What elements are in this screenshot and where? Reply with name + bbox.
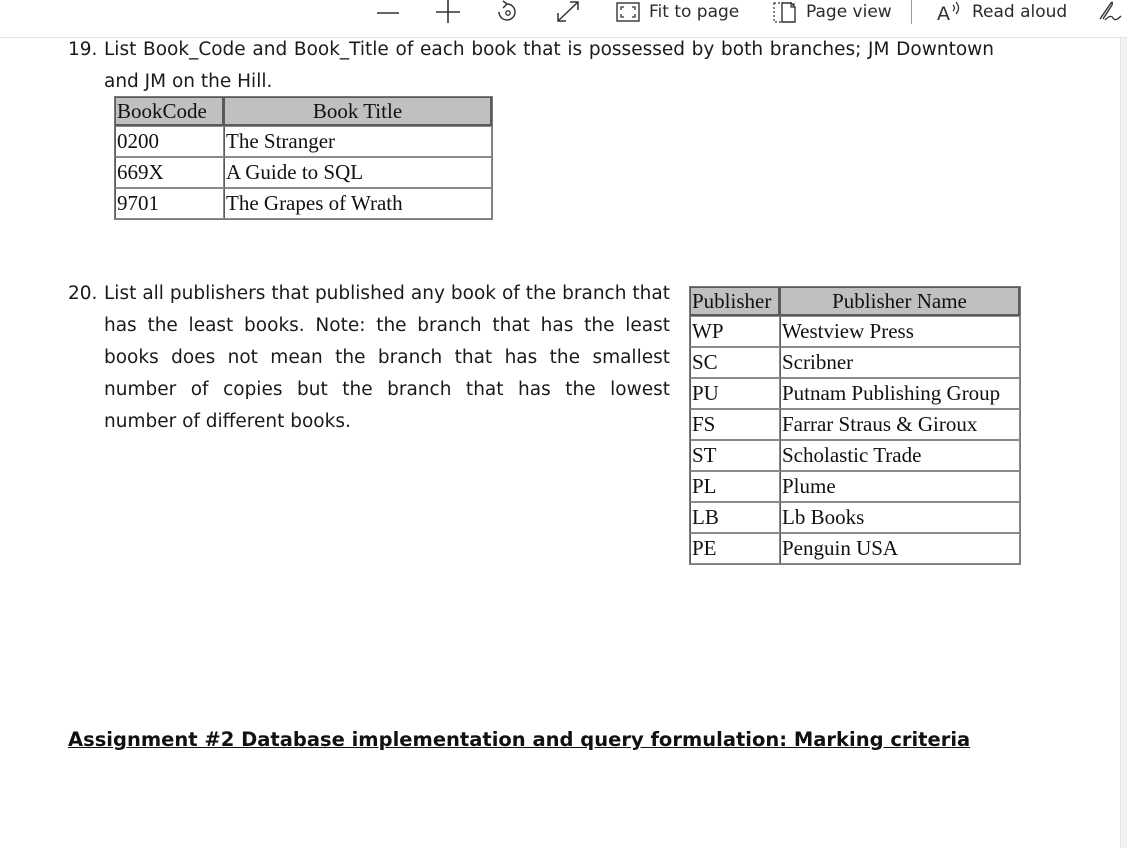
column-header-publisher: Publisher: [690, 287, 780, 316]
table-row: [690, 409, 1020, 440]
svg-text:A: A: [937, 3, 950, 24]
fit-to-page-icon: [616, 1, 640, 23]
rotate-button[interactable]: [494, 0, 522, 24]
zoom-out-button[interactable]: [376, 0, 400, 24]
page-view-button[interactable]: [773, 0, 892, 24]
reader-toolbar: [0, 0, 1127, 38]
question-19-number: 19.: [68, 39, 98, 60]
cell-publisher-name: Westview Press: [780, 316, 1020, 347]
cell-book-title: The Grapes of Wrath: [224, 188, 492, 219]
cell-publisher-name: Farrar Straus & Giroux: [780, 409, 1020, 440]
table-row: [690, 533, 1020, 564]
toolbar-divider: [911, 0, 912, 24]
column-header-book-title: Book Title: [224, 97, 492, 126]
table-row: [690, 316, 1020, 347]
table-row: [690, 347, 1020, 378]
read-aloud-icon: [937, 0, 965, 24]
read-aloud-button[interactable]: [937, 0, 1067, 24]
cell-book-title: The Stranger: [224, 126, 492, 157]
minus-icon: [376, 0, 400, 24]
expand-diagonal-icon: [555, 0, 581, 24]
zoom-in-button[interactable]: [435, 0, 461, 24]
cell-publisher-name: Scholastic Trade: [780, 440, 1020, 471]
cell-bookcode: 0200: [115, 126, 224, 157]
table-row: [690, 502, 1020, 533]
cell-publisher-code: WP: [690, 316, 780, 347]
publisher-table-header: [690, 287, 1020, 316]
section-heading: Assignment #2 Database implementation and query formulation: Marking criteria: [68, 728, 971, 751]
page-view-label: Page view: [806, 2, 892, 22]
table-row: [690, 378, 1020, 409]
plus-icon: [435, 0, 461, 24]
cell-publisher-code: PE: [690, 533, 780, 564]
book-table-header: [115, 97, 492, 126]
cell-publisher-code: PL: [690, 471, 780, 502]
cell-publisher-code: LB: [690, 502, 780, 533]
cell-publisher-name: Lb Books: [780, 502, 1020, 533]
column-header-bookcode: BookCode: [115, 97, 224, 126]
publisher-table: [689, 286, 1021, 565]
rotate-icon: [494, 0, 522, 24]
pen-icon: [1097, 0, 1123, 24]
cell-publisher-code: SC: [690, 347, 780, 378]
read-aloud-label: Read aloud: [972, 2, 1068, 22]
cell-bookcode: 669X: [115, 157, 224, 188]
cell-publisher-name: Plume: [780, 471, 1020, 502]
question-20-text: List all publishers that published any book of the branch that has the least books. Note: the branch that has the least books does not mean the branch that has the smallest number of copies but the branch that has the lowest number of different books.: [104, 283, 670, 432]
table-row: [115, 126, 492, 157]
table-row: [690, 440, 1020, 471]
book-table: [114, 96, 493, 220]
page-view-icon: [773, 0, 797, 24]
cell-publisher-code: FS: [690, 409, 780, 440]
cell-bookcode: 9701: [115, 188, 224, 219]
table-row: [690, 471, 1020, 502]
fit-to-page-label: Fit to page: [649, 2, 740, 22]
question-20: [68, 278, 672, 438]
cell-book-title: A Guide to SQL: [224, 157, 492, 188]
cell-publisher-name: Putnam Publishing Group: [780, 378, 1020, 409]
cell-publisher-name: Penguin USA: [780, 533, 1020, 564]
column-header-publisher-name: Publisher Name: [780, 287, 1020, 316]
fullscreen-button[interactable]: [555, 0, 581, 24]
cell-publisher-code: ST: [690, 440, 780, 471]
question-19-text: List Book_Code and Book_Title of each book that is possessed by both branches; JM Downtown and JM on the Hill.: [104, 39, 994, 92]
question-20-number: 20.: [68, 283, 98, 304]
cell-publisher-code: PU: [690, 378, 780, 409]
vertical-scrollbar[interactable]: [1120, 38, 1127, 848]
document-page: [0, 38, 1120, 848]
cell-publisher-name: Scribner: [780, 347, 1020, 378]
table-row: [115, 157, 492, 188]
draw-button[interactable]: [1097, 0, 1123, 24]
table-row: [115, 188, 492, 219]
fit-to-page-button[interactable]: [616, 0, 739, 24]
question-19: [68, 34, 996, 98]
